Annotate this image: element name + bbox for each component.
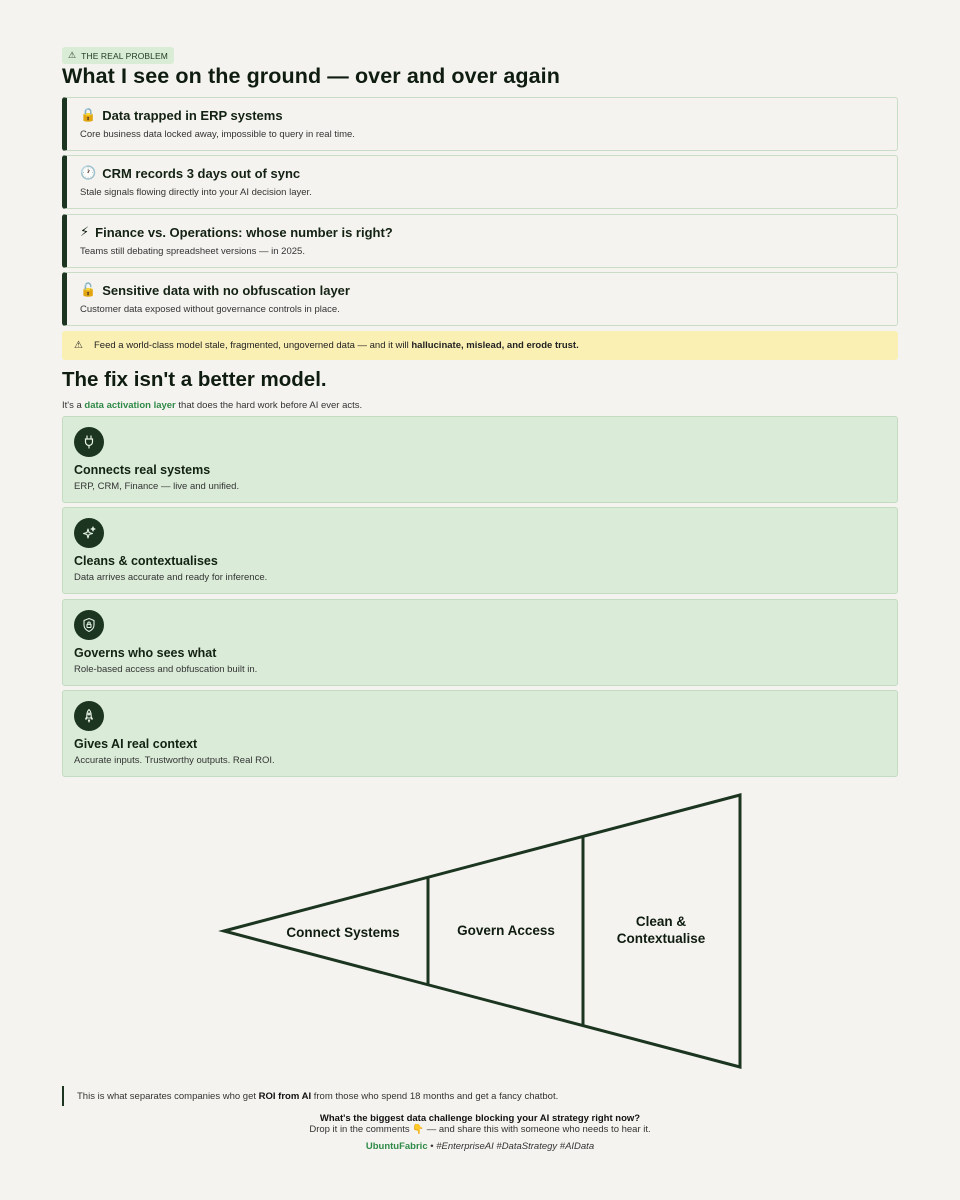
feature-title: Connects real systems xyxy=(74,463,211,477)
problem-title: CRM records 3 days out of sync xyxy=(102,165,301,181)
badge-label: THE REAL PROBLEM xyxy=(81,50,168,61)
lightning-icon: ⚡ xyxy=(80,224,90,239)
funnel-stage-clean: Clean & xyxy=(635,914,687,929)
warning-icon: ⚠ xyxy=(68,50,77,60)
problem-desc: Stale signals flowing directly into your AI decision layer. xyxy=(80,187,312,198)
feature-title: Gives AI real context xyxy=(74,737,198,751)
funnel-stage-contextualise: Contextualise xyxy=(616,931,706,946)
feature-title: Governs who sees what xyxy=(74,646,217,660)
problem-desc: Teams still debating spreadsheet versions — in 2025. xyxy=(80,246,305,257)
fix-heading: The fix isn't a better model. xyxy=(62,368,327,391)
unlock-icon: 🔓 xyxy=(80,282,97,297)
problem-desc: Customer data exposed without governance controls in place. xyxy=(80,304,340,315)
problem-title: Finance vs. Operations: whose number is right? xyxy=(95,224,393,240)
fix-subtitle: It's a data activation layer that does the hard work before AI ever acts. xyxy=(62,400,363,411)
footer-tags: UbuntuFabric • #EnterpriseAI #DataStrategy #AIData xyxy=(365,1141,595,1152)
feature-desc: Data arrives accurate and ready for inference. xyxy=(74,572,268,583)
feature-desc: Accurate inputs. Trustworthy outputs. Real ROI. xyxy=(74,755,275,766)
page-title: What I see on the ground — over and over again xyxy=(62,64,560,88)
feature-desc: ERP, CRM, Finance — live and unified. xyxy=(74,481,240,492)
funnel-stage-govern: Govern Access xyxy=(457,923,555,938)
problem-desc: Core business data locked away, impossible to query in real time. xyxy=(80,129,355,140)
cta-question: What's the biggest data challenge blocking your AI strategy right now? xyxy=(319,1113,641,1124)
lock-icon: 🔒 xyxy=(80,107,97,122)
hashtags: #EnterpriseAI #DataStrategy #AIData xyxy=(436,1141,595,1152)
warning-icon: ⚠ xyxy=(74,340,83,351)
closing-quote: This is what separates companies who get ROI from AI from those who spend 18 months and get a fancy chatbot. xyxy=(62,1086,558,1106)
cta-instruction: Drop it in the comments 👇 — and share this with someone who needs to hear it. xyxy=(309,1124,651,1135)
funnel-stage-connect: Connect Systems xyxy=(286,925,400,940)
problem-title: Sensitive data with no obfuscation layer xyxy=(102,282,350,298)
feature-desc: Role-based access and obfuscation built in. xyxy=(74,664,258,675)
brand-name: UbuntuFabric xyxy=(365,1141,428,1152)
problem-title: Data trapped in ERP systems xyxy=(102,107,283,123)
warning-text: Feed a world-class model stale, fragmented, ungoverned data — and it will hallucinate, mislead, and erode trust. xyxy=(94,340,579,351)
feature-title: Cleans & contextualises xyxy=(74,554,218,568)
clock-icon: 🕐 xyxy=(80,165,97,180)
